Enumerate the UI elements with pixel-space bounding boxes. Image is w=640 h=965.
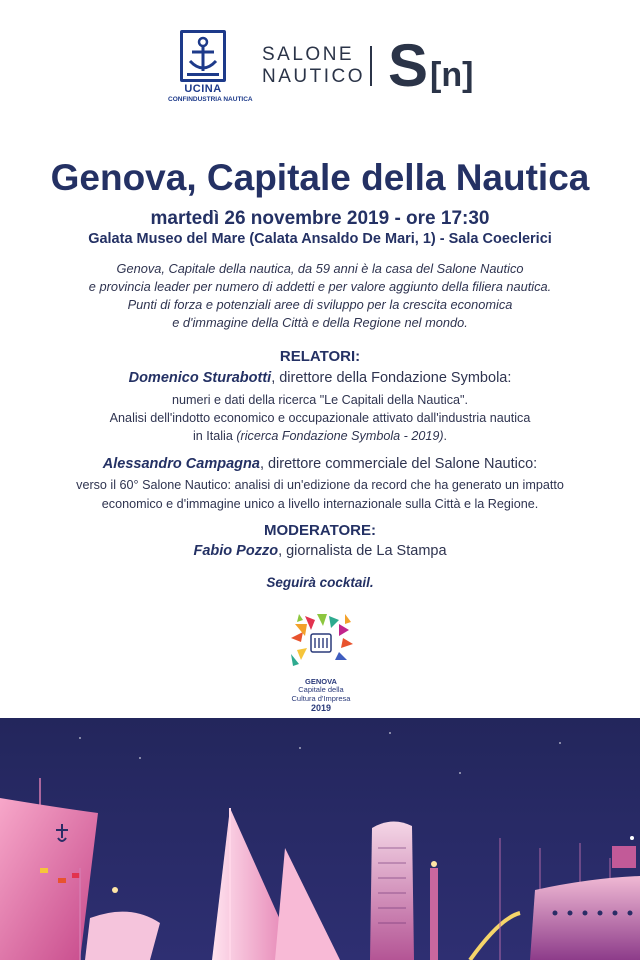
speaker2-title xyxy=(0,454,640,474)
genova-logo-mark xyxy=(285,614,357,670)
speaker1-line3 xyxy=(0,427,640,446)
genova-logo-line2: Capitale della xyxy=(298,685,344,694)
speaker2-role: , direttore commerciale del Salone Nautico: xyxy=(259,456,538,472)
event-date: martedì 26 novembre 2019 - ore 17:30 xyxy=(150,208,490,229)
speaker2-line1: verso il 60° Salone Nautico: analisi di un'edizione da record che ha generato un impatto xyxy=(76,478,564,492)
ucina-logo xyxy=(168,30,253,103)
intro-line: Genova, Capitale della nautica, da 59 anni è la casa del Salone Nautico xyxy=(116,261,524,276)
relatori-heading: RELATORI: xyxy=(279,348,361,365)
salone-line1: SALONE xyxy=(262,44,355,65)
speaker1-role: , direttore della Fondazione Symbola: xyxy=(271,370,512,386)
speaker1-line3-text: in Italia xyxy=(192,429,237,443)
logo-divider xyxy=(370,46,372,86)
harbor-illustration xyxy=(0,718,640,960)
genova-logo-line3: Cultura d'Impresa xyxy=(291,693,351,703)
sn-bracket: [n] xyxy=(430,56,474,94)
intro-line: e d'immagine della Città e della Regione nel mondo. xyxy=(172,315,468,330)
speaker1-line3-end: . xyxy=(443,429,448,443)
header-logos xyxy=(0,30,640,110)
speaker2-line2: economico e d'immagine unico a livello internazionale sulla Città e la Regione. xyxy=(101,497,539,511)
sn-logo xyxy=(388,34,488,99)
ucina-name: UCINA xyxy=(184,83,222,95)
salone-line2: NAUTICO xyxy=(262,66,365,87)
speaker1-line3-source: (ricerca Fondazione Symbola - 2019) xyxy=(236,429,444,443)
genova-cultura-logo xyxy=(285,614,357,713)
moderatore-heading: MODERATORE: xyxy=(264,522,376,539)
sn-letter: S xyxy=(388,34,429,94)
moderatore-line xyxy=(0,541,640,561)
event-title: Genova, Capitale della Nautica xyxy=(50,157,590,198)
event-intro xyxy=(0,260,640,332)
ucina-subtitle: CONFINDUSTRIA NAUTICA xyxy=(168,96,253,103)
salone-nautico-wordmark xyxy=(262,44,365,88)
moderatore-name: Fabio Pozzo xyxy=(193,543,279,559)
moderatore-role: , giornalista de La Stampa xyxy=(278,543,447,559)
intro-line: Punti di forza e potenziali aree di sviluppo per la crescita economica xyxy=(127,297,513,312)
closing-note: Seguirà cocktail. xyxy=(266,575,374,590)
genova-logo-year: 2019 xyxy=(310,703,332,713)
anchor-icon xyxy=(180,30,226,82)
genova-logo-title: GENOVA xyxy=(305,677,337,686)
event-venue: Galata Museo del Mare (Calata Ansaldo De Mari, 1) - Sala Coeclerici xyxy=(88,231,552,247)
speaker1-line2: Analisi dell'indotto economico e occupazionale attivato dall'industria nautica xyxy=(109,411,531,425)
speaker1-title xyxy=(0,368,640,388)
speaker2-name: Alessandro Campagna xyxy=(102,456,260,472)
speaker1-name: Domenico Sturabotti xyxy=(128,370,272,386)
speaker1-line1: numeri e dati della ricerca "Le Capitali della Nautica". xyxy=(172,393,468,407)
intro-line: e provincia leader per numero di addetti e per valore aggiunto della filiera nautica. xyxy=(88,279,552,294)
